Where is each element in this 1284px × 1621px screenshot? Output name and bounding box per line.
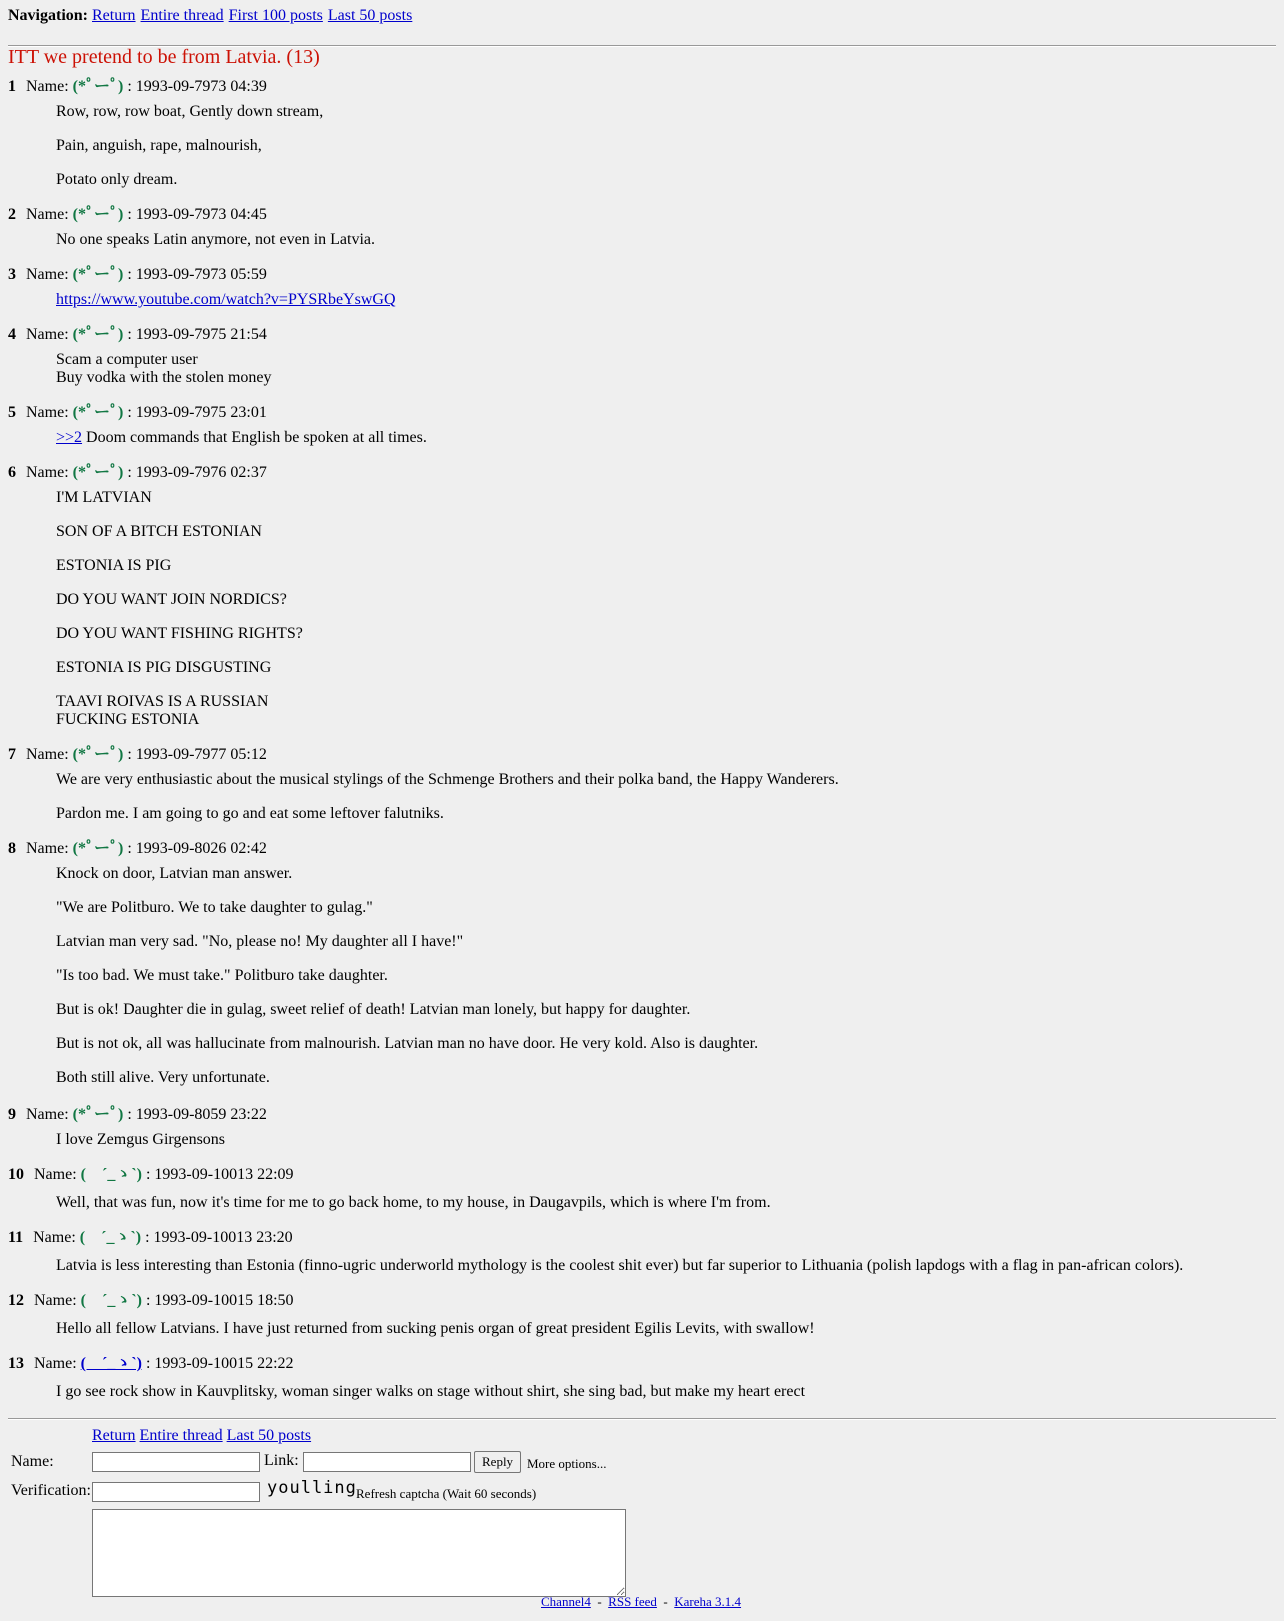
rss-feed-link[interactable]: RSS feed <box>608 1594 657 1609</box>
post-header <box>8 746 839 764</box>
post-date: : 1993-09-10015 22:22 <box>145 1355 294 1372</box>
navigation-label: Navigation: <box>8 7 88 24</box>
post-text: "Is too bad. We must take." Politburo take daughter. <box>56 967 388 984</box>
post-body <box>56 1257 1183 1275</box>
post-body <box>56 429 427 447</box>
quote-reference-link[interactable]: >>2 <box>56 429 83 446</box>
post-header <box>8 464 303 482</box>
post-text: Both still alive. Very unfortunate. <box>56 1069 270 1086</box>
poster-name: (*ﾟーﾟ) <box>72 78 124 95</box>
refresh-captcha-link[interactable]: Refresh captcha <box>356 1486 440 1501</box>
first-100-posts-link[interactable]: First 100 posts <box>228 7 323 24</box>
thread-title: ITT we pretend to be from Latvia. (13) <box>8 46 320 68</box>
post-date: : 1993-09-10013 22:09 <box>145 1166 294 1183</box>
return-link[interactable]: Return <box>92 1427 136 1444</box>
name-label: Name: <box>26 746 69 763</box>
post-text: Pardon me. I am going to go and eat some leftover falutniks. <box>56 805 444 822</box>
post-body <box>56 1194 771 1212</box>
post-text: TAAVI ROIVAS IS A RUSSIAN <box>56 693 269 710</box>
post-text: ESTONIA IS PIG DISGUSTING <box>56 659 272 676</box>
name-label: Name: <box>33 1229 76 1246</box>
post-text: Buy vodka with the stolen money <box>56 369 272 386</box>
post-header <box>8 326 272 344</box>
post-text: Scam a computer user <box>56 351 198 368</box>
post-date: : 1993-09-10013 23:20 <box>145 1229 293 1246</box>
youtube-link[interactable]: https://www.youtube.com/watch?v=PYSRbeYswGQ <box>56 291 396 308</box>
post-text: Doom commands that English be spoken at all times. <box>82 429 427 446</box>
captcha-image: youlling <box>267 1478 357 1498</box>
post-date: : 1993-09-7973 05:59 <box>127 266 267 283</box>
name-label: Name: <box>26 464 69 481</box>
name-label: Name: <box>34 1166 77 1183</box>
post-date: : 1993-09-7973 04:39 <box>127 78 267 95</box>
post-text: But is not ok, all was hallucinate from malnourish. Latvian man no have door. He very kold. Also is daughter. <box>56 1035 759 1052</box>
name-label: Name: <box>26 840 69 857</box>
post-header <box>8 1166 771 1184</box>
post-header <box>8 1292 815 1310</box>
return-link[interactable]: Return <box>92 7 136 24</box>
more-options-toggle[interactable]: More options... <box>527 1456 607 1471</box>
last-50-posts-link[interactable]: Last 50 posts <box>327 7 413 24</box>
kareha-version-link[interactable]: Kareha 3.1.4 <box>674 1594 742 1609</box>
form-navigation <box>92 1427 311 1445</box>
post-text: We are very enthusiastic about the musical stylings of the Schmenge Brothers and their polka band, the Happy Wanderers. <box>56 771 839 788</box>
name-field[interactable] <box>92 1452 260 1472</box>
post-text: Row, row, row boat, Gently down stream, <box>56 103 324 120</box>
entire-thread-link[interactable]: Entire thread <box>139 1427 223 1444</box>
post-number: 3 <box>8 266 16 283</box>
post-body <box>56 103 323 189</box>
post-text: DO YOU WANT FISHING RIGHTS? <box>56 625 303 642</box>
post <box>8 840 758 1087</box>
captcha-wait-note: (Wait 60 seconds) <box>439 1486 537 1501</box>
poster-name: (*ﾟーﾟ) <box>72 464 124 481</box>
post <box>8 746 839 823</box>
post-header <box>8 78 323 96</box>
post <box>8 1229 1183 1275</box>
post-number: 5 <box>8 404 16 421</box>
post-body <box>56 865 758 1087</box>
post-body <box>56 231 375 249</box>
post-date: : 1993-09-7973 04:45 <box>127 206 267 223</box>
name-label: Name: <box>26 1106 69 1123</box>
reply-button[interactable]: Reply <box>474 1451 521 1473</box>
post-number: 11 <box>8 1229 24 1246</box>
post-date: : 1993-09-7975 21:54 <box>127 326 267 343</box>
post-body <box>56 1320 815 1338</box>
post-text: SON OF A BITCH ESTONIAN <box>56 523 262 540</box>
poster-name: (*ﾟーﾟ) <box>72 326 124 343</box>
post-header <box>8 1355 805 1373</box>
post-text: Latvia is less interesting than Estonia (finno-ugric underworld mythology is the coolest shit ever) but far superior to Lithuania (polish lapdogs with a flag in pan-african colors). <box>56 1257 1184 1274</box>
post-body <box>56 1131 267 1149</box>
post-text: DO YOU WANT JOIN NORDICS? <box>56 591 287 608</box>
post-date: : 1993-09-7975 23:01 <box>127 404 267 421</box>
footer-separator: - <box>597 1594 602 1609</box>
post <box>8 266 396 309</box>
post <box>8 1166 771 1212</box>
link-field-label: Link: <box>264 1452 299 1469</box>
post-body <box>56 291 396 309</box>
post-date: : 1993-09-10015 18:50 <box>145 1292 294 1309</box>
post-text: "We are Politburo. We to take daughter to gulag." <box>56 899 373 916</box>
post-header <box>8 1106 267 1124</box>
post-header <box>8 404 427 422</box>
post-number: 7 <box>8 746 16 763</box>
post-text: FUCKING ESTONIA <box>56 711 200 728</box>
post <box>8 1106 267 1149</box>
post-date: : 1993-09-8059 23:22 <box>127 1106 267 1123</box>
name-label: Name: <box>26 206 69 223</box>
post <box>8 206 375 249</box>
name-label: Name: <box>26 266 69 283</box>
poster-name: (*ﾟーﾟ) <box>72 746 124 763</box>
poster-name: (*ﾟーﾟ) <box>72 206 124 223</box>
name-label: Name: <box>34 1292 77 1309</box>
post-number: 1 <box>8 78 16 95</box>
post-header <box>8 840 758 858</box>
post-header <box>8 206 375 224</box>
post-text: Latvian man very sad. "No, please no! My daughter all I have!" <box>56 933 464 950</box>
post-text: I go see rock show in Kauvplitsky, woman singer walks on stage without shirt, she sing bad, but make my heart erect <box>56 1383 806 1400</box>
bottom-divider <box>8 1418 1276 1420</box>
poster-name: (*ﾟーﾟ) <box>72 840 124 857</box>
poster-name: ( ´_ゝ`) <box>80 1166 142 1183</box>
post-date: : 1993-09-8026 02:42 <box>127 840 267 857</box>
post <box>8 326 272 387</box>
post-text: Pain, anguish, rape, malnourish, <box>56 137 262 154</box>
poster-name: (*ﾟーﾟ) <box>72 266 124 283</box>
post-body <box>56 351 272 387</box>
link-field[interactable] <box>303 1452 471 1472</box>
post-number: 2 <box>8 206 16 223</box>
post-number: 6 <box>8 464 16 481</box>
name-label: Name: <box>26 404 69 421</box>
navigation-bar <box>8 7 413 25</box>
name-label: Name: <box>34 1355 77 1372</box>
post-header <box>8 1229 1183 1247</box>
post-body <box>56 489 303 729</box>
poster-name: (*ﾟーﾟ) <box>72 1106 124 1123</box>
name-field-label: Name: <box>11 1453 54 1470</box>
post-body <box>56 771 839 823</box>
post-header <box>8 266 396 284</box>
post-number: 4 <box>8 326 16 343</box>
post <box>8 464 303 729</box>
post <box>8 78 323 189</box>
post-number: 10 <box>8 1166 24 1183</box>
comment-textarea[interactable] <box>92 1509 626 1597</box>
poster-name: ( ´_ゝ`) <box>79 1229 142 1246</box>
last-50-posts-link[interactable]: Last 50 posts <box>226 1427 312 1444</box>
post-number: 12 <box>8 1292 24 1309</box>
captcha-field[interactable] <box>92 1482 260 1502</box>
post-text: ESTONIA IS PIG <box>56 557 172 574</box>
post-number: 8 <box>8 840 16 857</box>
poster-name: (*ﾟーﾟ) <box>72 404 124 421</box>
post-text: Potato only dream. <box>56 171 178 188</box>
post-date: : 1993-09-7976 02:37 <box>127 464 267 481</box>
post <box>8 1292 815 1338</box>
post-text: Hello all fellow Latvians. I have just returned from sucking penis organ of great president Egilis Levits, with swallow! <box>56 1320 815 1337</box>
post <box>8 1355 805 1401</box>
channel4-link[interactable]: Channel4 <box>541 1594 591 1609</box>
post-text: Knock on door, Latvian man answer. <box>56 865 293 882</box>
post-date: : 1993-09-7977 05:12 <box>127 746 267 763</box>
name-label: Name: <box>26 326 69 343</box>
post-text: But is ok! Daughter die in gulag, sweet relief of death! Latvian man lonely, but happy for daughter. <box>56 1001 691 1018</box>
post-text: Well, that was fun, now it's time for me to go back home, to my house, in Daugavpils, which is where I'm from. <box>56 1194 771 1211</box>
post <box>8 404 427 447</box>
post-number: 9 <box>8 1106 16 1123</box>
footer-separator: - <box>663 1594 668 1609</box>
post-text: I love Zemgus Girgensons <box>56 1131 226 1148</box>
verification-label: Verification: <box>11 1482 91 1499</box>
poster-name: ( ´_ゝ`) <box>80 1292 142 1309</box>
post-number: 13 <box>8 1355 24 1372</box>
post-body <box>56 1383 805 1401</box>
entire-thread-link[interactable]: Entire thread <box>140 7 224 24</box>
name-label: Name: <box>26 78 69 95</box>
post-text: I'M LATVIAN <box>56 489 152 506</box>
post-text: No one speaks Latin anymore, not even in Latvia. <box>56 231 376 248</box>
poster-name-link[interactable]: ( ´_ゝ`) <box>80 1355 142 1372</box>
